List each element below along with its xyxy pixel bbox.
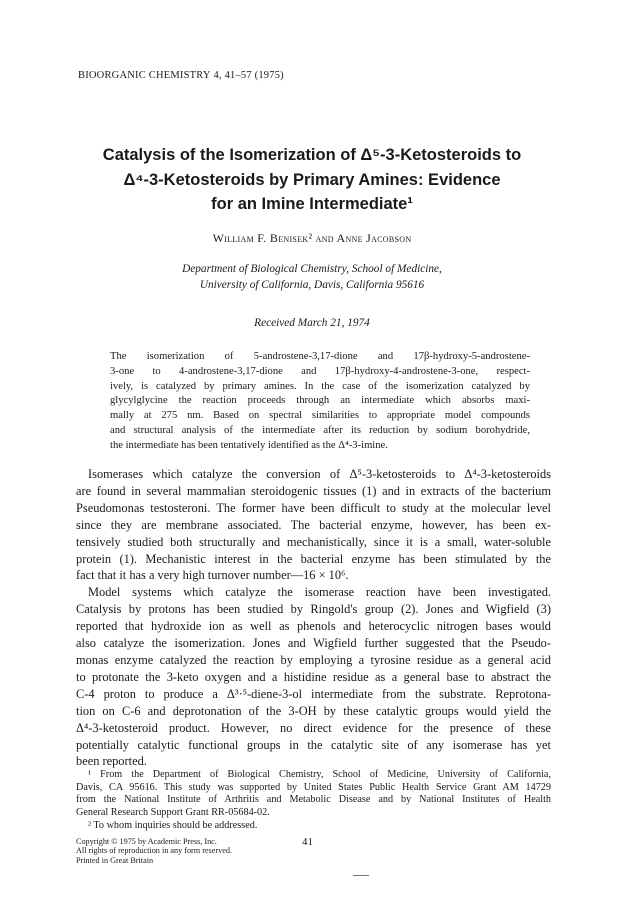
body-line: to protonate the 3-keto oxygen and a histidine residue as a general base to abstract the bbox=[76, 669, 551, 684]
journal-name: BIOORGANIC CHEMISTRY bbox=[78, 70, 211, 81]
body-text bbox=[76, 466, 551, 770]
copyright-line-2: All rights of reproduction in any form reserved. bbox=[76, 846, 232, 856]
abstract-line: glycylglycine the reaction proceeds through an intermediate which absorbs maxi- bbox=[110, 395, 530, 407]
body-line: been reported. bbox=[76, 754, 147, 769]
footnote-line: from the National Institute of Arthritis and Metabolic Disease and by National Institutes of Health bbox=[76, 794, 551, 806]
abstract-line: 3-one to 4-androstene-3,17-dione and 17β-hydroxy-4-androstene-3-one, respect- bbox=[110, 365, 530, 377]
body-line: reported that hydroxide ion as well as phenols and heterocyclic nitrogen bases would bbox=[76, 619, 551, 634]
body-line: tensively studied both structurally and mechanistically, since it is a small, water-soluble bbox=[76, 534, 551, 549]
title-line-3: for an Imine Intermediate¹ bbox=[211, 195, 413, 213]
body-line: tion on C-6 and deprotonation of the 3-OH by these catalytic groups would yield the bbox=[76, 703, 551, 718]
body-line: Δ⁴-3-ketosteroid product. However, no direct evidence for the presence of these bbox=[76, 720, 551, 735]
abstract-line: mally at 275 nm. Based on spectral similarities to appropriate model compounds bbox=[110, 410, 530, 422]
footnote-line: ² To whom inquiries should be addressed. bbox=[88, 819, 258, 831]
body-line: Isomerases which catalyze the conversion of Δ⁵-3-ketosteroids to Δ⁴-3-ketosteroids bbox=[88, 467, 551, 481]
body-line: Pseudomonas testosteroni. The former have been difficult to study at the molecular level bbox=[76, 500, 551, 515]
journal-citation: 4, 41–57 (1975) bbox=[213, 70, 284, 81]
copyright-notice bbox=[76, 837, 232, 865]
journal-header bbox=[78, 70, 284, 81]
received-date: Received March 21, 1974 bbox=[254, 317, 370, 329]
body-line: fact that it has a very high turnover number—16 × 10⁶. bbox=[76, 568, 349, 583]
body-line: Model systems which catalyze the isomerase reaction have been investigated. bbox=[88, 585, 551, 600]
body-line: Catalysis by protons has been studied by Ringold's group (2). Jones and Wigfield (3) bbox=[76, 602, 551, 617]
abstract-line: The isomerization of 5-androstene-3,17-dione and 17β-hydroxy-5-androstene- bbox=[110, 351, 530, 362]
abstract bbox=[110, 350, 530, 454]
title-line-1: Catalysis of the Isomerization of Δ⁵-3-Ketosteroids to bbox=[102, 146, 522, 164]
copyright-line-3: Printed in Great Britain bbox=[76, 855, 154, 865]
body-line: also catalyze the isomerization. Jones and Wigfield further suggested that the Pseudo- bbox=[76, 636, 551, 651]
body-line: C-4 proton to produce a Δ³·⁵-diene-3-ol intermediate from the substrate. Reprotona- bbox=[76, 686, 551, 701]
author-line: William F. Benisek² and Anne Jacobson bbox=[212, 231, 412, 245]
title-line-2: Δ⁴-3-Ketosteroids by Primary Amines: Evidence bbox=[123, 170, 501, 189]
abstract-line: ively, is catalyzed by primary amines. In the case of the isomerization catalyzed by bbox=[110, 380, 530, 392]
body-line: potentially catalytic functional groups in the catalytic site of any isomerase has yet bbox=[76, 737, 551, 752]
body-line: are found in several mammalian steroidogenic tissues (1) and in extracts of the bacterium bbox=[76, 483, 551, 498]
footnote-line: ¹ From the Department of Biological Chemistry, School of Medicine, University of California, bbox=[88, 769, 551, 780]
affiliation-line-1: Department of Biological Chemistry, School of Medicine, bbox=[182, 263, 442, 275]
abstract-line: the intermediate has been tentatively identified as the Δ⁴-3-imine. bbox=[110, 439, 388, 451]
affiliation-line-2: University of California, Davis, California 95616 bbox=[199, 278, 425, 291]
body-line: since they are membrane associated. The bacterial enzyme, however, has been ex- bbox=[76, 517, 551, 532]
affiliation bbox=[60, 262, 564, 293]
footnote-line: General Research Support Grant RR-05684-02. bbox=[76, 807, 270, 819]
stray-mark bbox=[353, 875, 369, 876]
copyright-line-1: Copyright © 1975 by Academic Press, Inc. bbox=[76, 837, 217, 846]
page-number: 41 bbox=[302, 836, 313, 848]
article-title bbox=[60, 143, 564, 217]
body-line: protein (1). Mechanistic interest in the bacterial enzyme has been stimulated by the bbox=[76, 551, 551, 566]
abstract-line: and structural analysis of the intermediate after its reduction by sodium borohydride, bbox=[110, 424, 530, 436]
body-line: monas enzyme catalyzed the reaction by employing a tyrosine residue as a general acid bbox=[76, 652, 551, 667]
footnotes bbox=[76, 769, 551, 833]
footnote-line: Davis, CA 95616. This study was supported by United States Public Health Service Grant AM 14729 bbox=[76, 781, 551, 793]
